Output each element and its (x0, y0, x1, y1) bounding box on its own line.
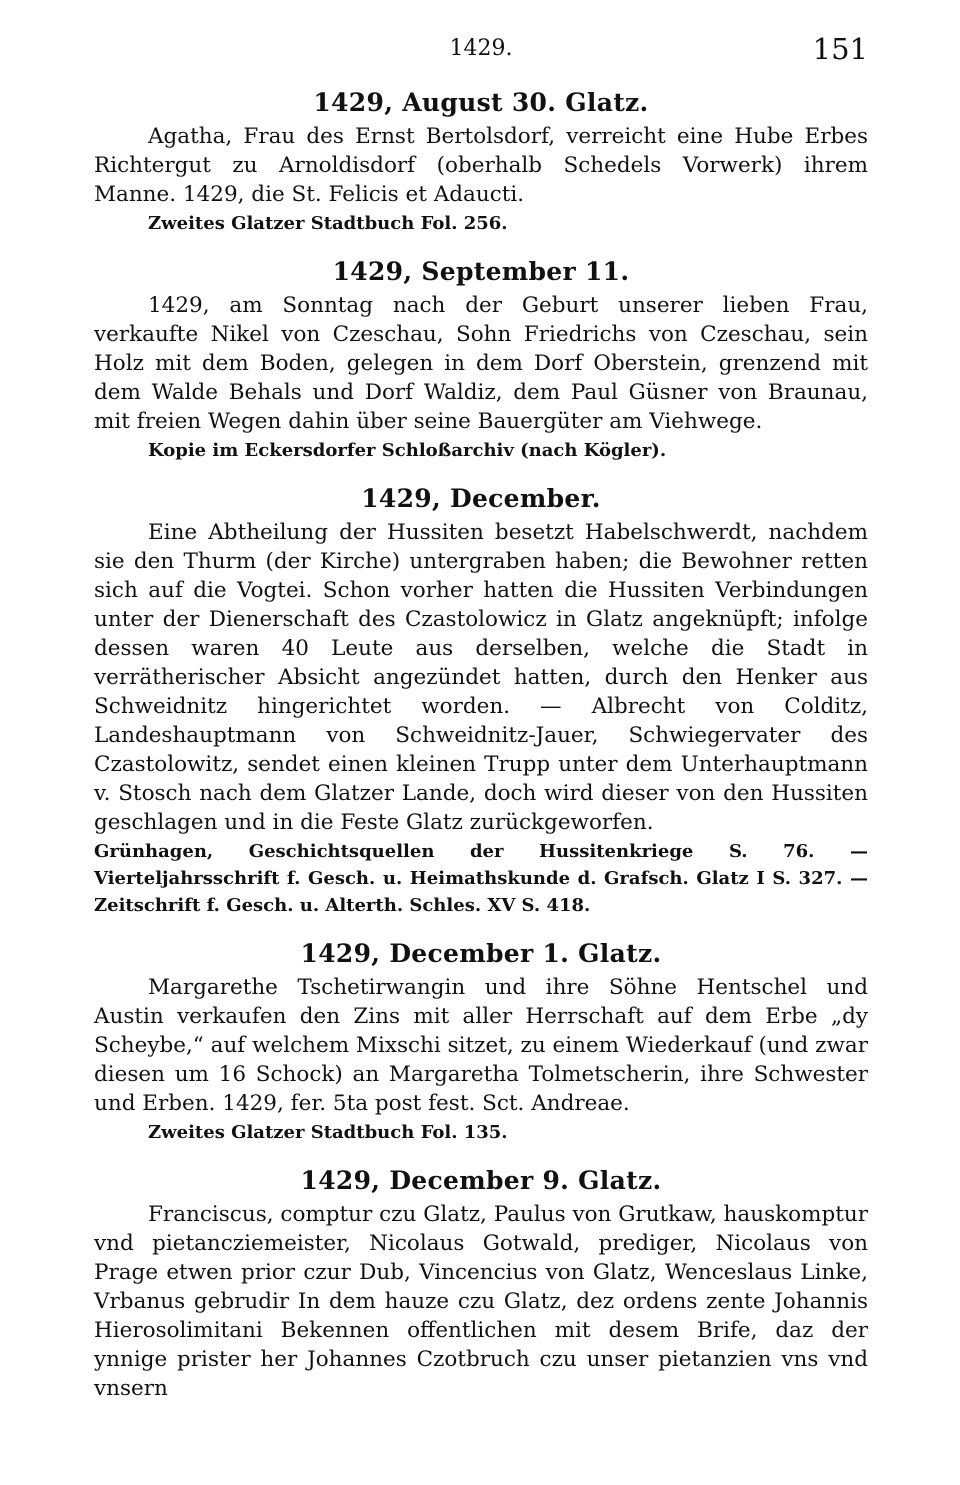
entry-1429-december (94, 482, 868, 919)
entry-text: Agatha, Frau des Ernst Bertolsdorf, verreicht eine Hube Erbes Richtergut zu Arnoldisdorf (oberhalb Schedels Vorwerk) ihrem Manne. 1429, die St. Felicis et Adaucti. (94, 124, 868, 207)
entry-1429-august-30 (94, 86, 868, 237)
entry-1429-september-11 (94, 255, 868, 464)
running-year: 1429. (449, 36, 513, 61)
entry-source: Zweites Glatzer Stadtbuch Fol. 256. (148, 213, 508, 234)
entry-source: Grünhagen, Geschichtsquellen der Hussitenkriege S. 76. — Vierteljahrsschrift f. Gesch. u. Heimathskunde d. Grafsch. Glatz I S. 327. — Zeitschrift f. Gesch. u. Alterth. Schles. XV S. 418. (94, 841, 868, 916)
entry-source: Kopie im Eckersdorfer Schloßarchiv (nach Kögler). (148, 440, 667, 461)
entry-text: Margarethe Tschetirwangin und ihre Söhne Hentschel und Austin verkaufen den Zins mit aller Herrschaft auf dem Erbe „dy Scheybe,“ auf welchem Mixschi sitzet, zu einem Wiederkauf (und zwar diesen um 16 Schock) an Margaretha Tolmetscherin, ihre Schwester und Erben. 1429, fer. 5ta post fest. Sct. Andreae. (94, 975, 868, 1116)
entry-heading: 1429, December. (361, 484, 601, 513)
entry-heading: 1429, August 30. Glatz. (313, 88, 649, 117)
entry-1429-december-9 (94, 1164, 868, 1403)
entry-text: Franciscus, comptur czu Glatz, Paulus von Grutkaw, hauskomptur vnd pietancziemeister, Nicolaus Gotwald, prediger, Nicolaus von Prage etwen prior czur Dub, Vincencius von Glatz, Wenceslaus Linke, Vrbanus gebrudir In dem hauze czu Glatz, dez ordens zente Johannis Hierosolimitani Bekennen offentlichen mit desem Brife, daz der ynnige prister her Johannes Czotbruch czu unser pietanzien vns vnd vnsern (94, 1202, 868, 1401)
entry-text: Eine Abtheilung der Hussiten besetzt Habelschwerdt, nachdem sie den Thurm (der Kirche) untergraben haben; die Bewohner retten sich auf die Vogtei. Schon vorher hatten die Hussiten Verbindungen unter der Dienerschaft des Czastolowicz in Glatz angeknüpft; infolge dessen waren 40 Leute aus derselben, welche die Stadt in verrätherischer Absicht angezündet hatten, durch den Henker aus Schweidnitz hingerichtet worden. — Albrecht von Colditz, Landeshauptmann von Schweidnitz-Jauer, Schwiegervater des Czastolowitz, sendet einen kleinen Trupp unter dem Unterhauptmann v. Stosch nach dem Glatzer Lande, doch wird dieser von den Hussiten geschlagen und in die Feste Glatz zurückgeworfen. (94, 520, 868, 835)
page-body (94, 86, 868, 1403)
entry-text: 1429, am Sonntag nach der Geburt unserer lieben Frau, verkaufte Nikel von Czeschau, Sohn Friedrichs von Czeschau, sein Holz mit dem Boden, gelegen in dem Dorf Oberstein, grenzend mit dem Walde Behals und Dorf Waldiz, dem Paul Güsner von Braunau, mit freien Wegen dahin über seine Bauergüter am Viehwege. (94, 293, 868, 434)
running-header (94, 32, 868, 72)
page-number: 151 (812, 32, 868, 66)
entry-heading: 1429, September 11. (332, 257, 630, 286)
entry-heading: 1429, December 1. Glatz. (300, 939, 662, 968)
entry-1429-december-1 (94, 937, 868, 1146)
entry-source: Zweites Glatzer Stadtbuch Fol. 135. (148, 1122, 508, 1143)
entry-heading: 1429, December 9. Glatz. (300, 1166, 662, 1195)
